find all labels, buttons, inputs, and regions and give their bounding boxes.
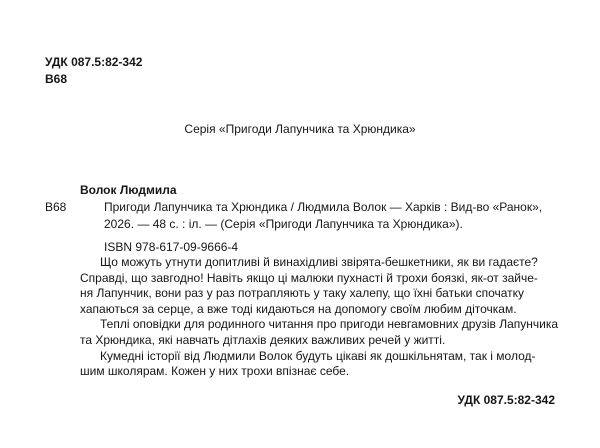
series-title: Серія «Пригоди Лапунчика та Хрюндика» [184, 122, 416, 136]
biblio-line: Пригоди Лапунчика та Хрюндика / Людмила Волок — Харків : Вид-во «Ранок», [104, 200, 543, 214]
annotation-line: Кумедні історії від Людмили Волок будуть цікаві як дошкільнятам, так і молод- [100, 348, 536, 363]
annotation-line: Справді, що завгодно! Навіть якщо ці малюки пухнасті й трохи боязкі, як-от зайче- [80, 270, 538, 285]
annotation-line: ня Лапунчик, вони раз у раз потрапляють у таку халепу, що їхні батьки спочатку [80, 286, 525, 301]
annotation-line: та Хрюндика, які навчать дітлахів деяких важливих речей у житті. [80, 332, 446, 347]
udk-code-bottom: УДК 087.5:82-342 [457, 393, 555, 407]
author-index-card: В68 [45, 200, 67, 214]
udk-code-top: УДК 087.5:82-342 [45, 55, 143, 69]
biblio-line: 2026. — 48 с. : іл. — (Серія «Пригоди Лапунчика та Хрюндика»). [104, 217, 463, 231]
annotation-line: Теплі оповідки для родинного читання про пригоди невгамовних друзів Лапунчика [100, 317, 559, 332]
annotation [80, 255, 562, 380]
annotation-line: шим школярам. Кожен у них трохи впізнає себе. [80, 364, 350, 379]
author-index-top: В68 [45, 72, 68, 86]
isbn: ISBN 978-617-09-9666-4 [104, 240, 239, 254]
author-name: Волок Людмила [80, 183, 177, 197]
annotation-line: Що можуть утнути допитливі й винахідливі звірята-бешкетники, як ви гадаєте? [100, 255, 538, 269]
bibliographic-description [104, 199, 559, 233]
annotation-line: хапаються за серце, а вже тоді кидаються на допомогу своїм любим діточкам. [80, 301, 517, 316]
